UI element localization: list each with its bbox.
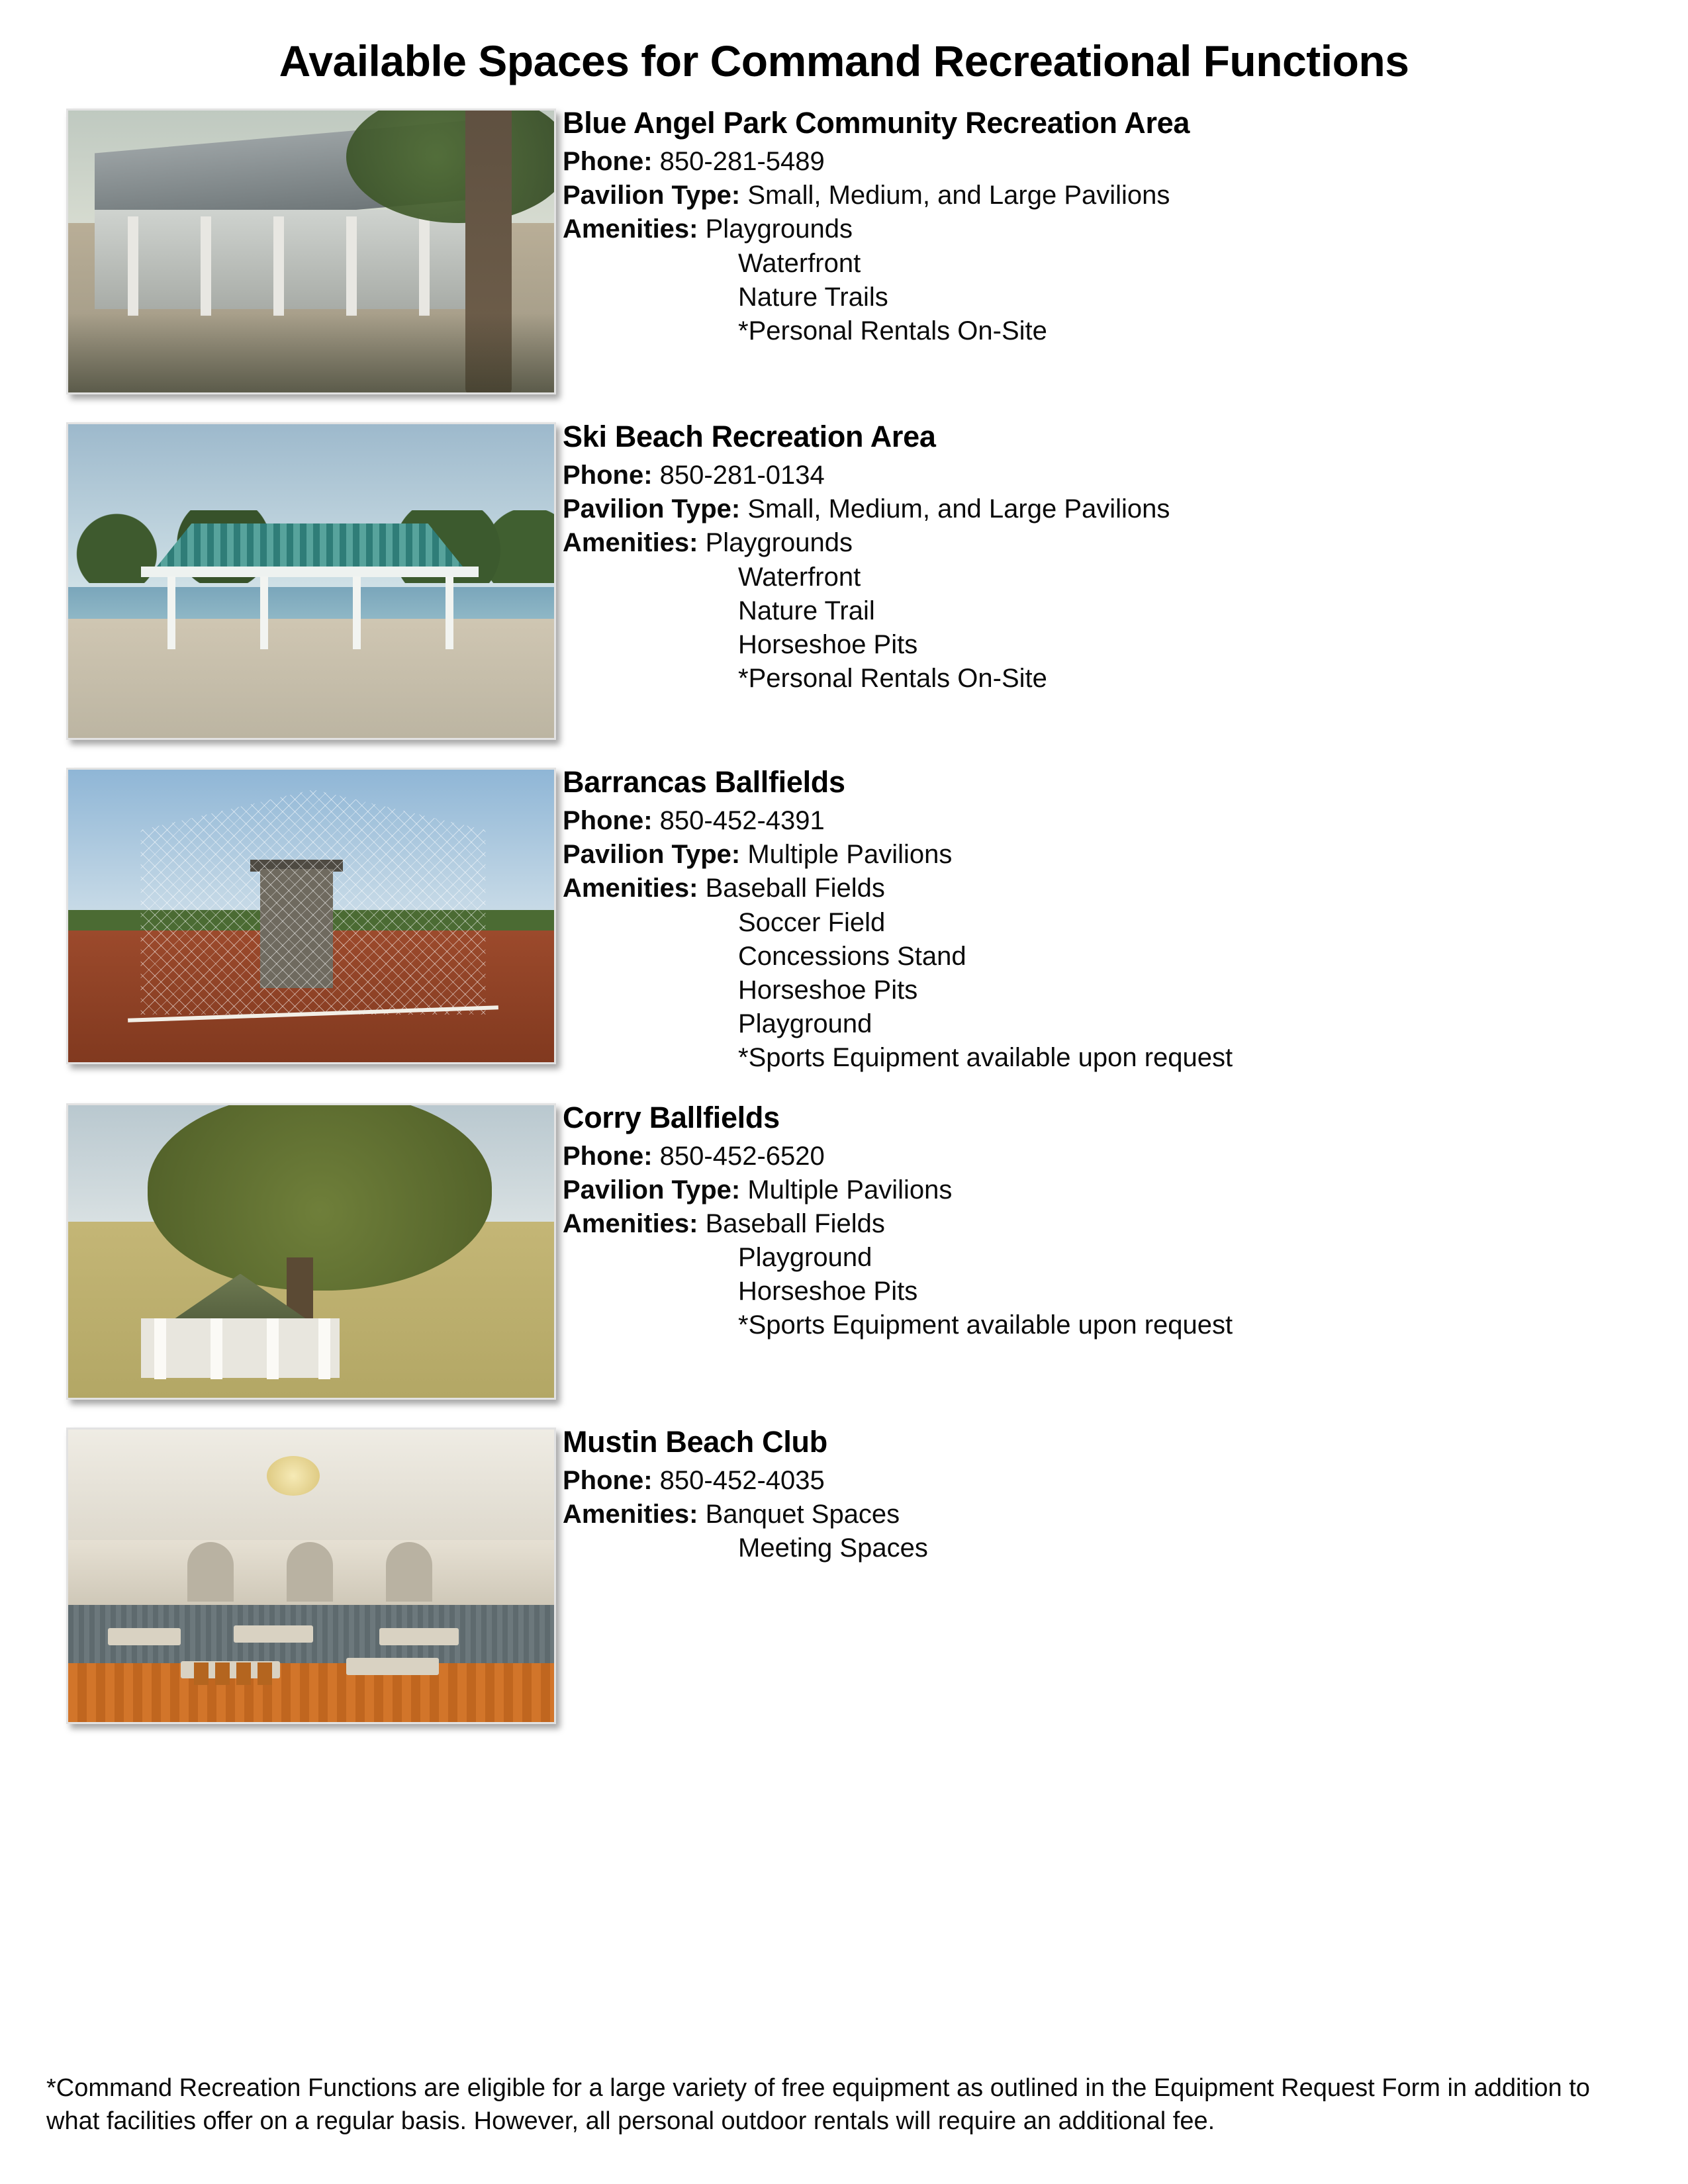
amenity-item: *Sports Equipment available upon request bbox=[738, 1310, 1233, 1340]
amenity-item: Horseshoe Pits bbox=[738, 1277, 918, 1306]
facility-name: Ski Beach Recreation Area bbox=[563, 420, 936, 453]
photo-container bbox=[46, 762, 556, 1064]
amenity-first: Baseball Fields bbox=[705, 1208, 885, 1238]
amenity-item: Nature Trails bbox=[738, 282, 888, 312]
phone-line bbox=[563, 804, 1642, 838]
pavilion-type-value: Multiple Pavilions bbox=[747, 840, 953, 870]
barrancas-ballfield-photo bbox=[66, 768, 556, 1064]
pavilion-type-label: Pavilion Type: bbox=[563, 1175, 741, 1205]
phone-line bbox=[563, 1464, 1642, 1498]
phone-value: 850-452-6520 bbox=[659, 1141, 825, 1171]
pavilion-type-label: Pavilion Type: bbox=[563, 840, 741, 870]
phone-value: 850-281-0134 bbox=[659, 461, 825, 490]
amenities-line bbox=[563, 872, 1642, 905]
amenity-item: Waterfront bbox=[738, 562, 861, 592]
facility-name: Blue Angel Park Community Recreation Area bbox=[563, 106, 1190, 140]
pavilion-type-value: Small, Medium, and Large Pavilions bbox=[747, 494, 1170, 524]
phone-label: Phone: bbox=[563, 1141, 653, 1171]
amenity-item: *Personal Rentals On-Site bbox=[738, 316, 1047, 345]
phone-line bbox=[563, 1140, 1642, 1173]
amenity-item: Playground bbox=[738, 1243, 872, 1273]
amenity-item: Soccer Field bbox=[738, 907, 886, 937]
pavilion-type-line bbox=[563, 1173, 1642, 1207]
photo-container bbox=[46, 103, 556, 394]
facility-name: Barrancas Ballfields bbox=[563, 765, 845, 799]
corry-ballfield-pavilion-photo bbox=[66, 1103, 556, 1400]
list-item bbox=[46, 762, 1642, 1075]
amenity-item: Playground bbox=[738, 1009, 872, 1039]
amenities-line bbox=[563, 526, 1642, 560]
amenity-item: Concessions Stand bbox=[738, 941, 966, 971]
amenity-first: Baseball Fields bbox=[705, 874, 885, 903]
amenity-item: Horseshoe Pits bbox=[738, 975, 918, 1005]
amenities-line bbox=[563, 1498, 1642, 1531]
facility-details bbox=[556, 762, 1642, 1075]
amenities-label: Amenities: bbox=[563, 874, 698, 903]
amenities-label: Amenities: bbox=[563, 1499, 698, 1529]
phone-value: 850-281-5489 bbox=[659, 147, 825, 176]
amenities-line bbox=[563, 212, 1642, 246]
phone-line bbox=[563, 145, 1642, 179]
amenity-item: Nature Trail bbox=[738, 596, 875, 625]
amenities-line bbox=[563, 1207, 1642, 1241]
facility-details bbox=[556, 417, 1642, 696]
amenity-item: Horseshoe Pits bbox=[738, 629, 918, 659]
page-title: Available Spaces for Command Recreational Functions bbox=[279, 36, 1409, 85]
blue-angel-park-pavilion-photo bbox=[66, 109, 556, 394]
phone-line bbox=[563, 459, 1642, 492]
list-item bbox=[46, 417, 1642, 740]
amenity-item: *Sports Equipment available upon request bbox=[738, 1043, 1233, 1073]
footnote: *Command Recreation Functions are eligible for a large variety of free equipment as outlined in the Equipment Request Form in addition to what facilities offer on a regular basis. However, all personal outdoor rentals will require an additional fee. bbox=[46, 2073, 1590, 2135]
pavilion-type-line bbox=[563, 838, 1642, 872]
amenity-first: Playgrounds bbox=[705, 528, 853, 558]
facility-list bbox=[46, 103, 1642, 1724]
facility-details bbox=[556, 1422, 1642, 1566]
amenities-label: Amenities: bbox=[563, 528, 698, 558]
pavilion-type-label: Pavilion Type: bbox=[563, 181, 741, 210]
amenity-item: Meeting Spaces bbox=[738, 1533, 928, 1563]
pavilion-type-value: Small, Medium, and Large Pavilions bbox=[747, 181, 1170, 210]
pavilion-type-label: Pavilion Type: bbox=[563, 494, 741, 524]
amenity-item: *Personal Rentals On-Site bbox=[738, 664, 1047, 694]
phone-label: Phone: bbox=[563, 461, 653, 490]
photo-container bbox=[46, 417, 556, 740]
photo-container bbox=[46, 1098, 556, 1400]
amenity-first: Banquet Spaces bbox=[705, 1499, 900, 1529]
facility-details bbox=[556, 1098, 1642, 1343]
amenities-label: Amenities: bbox=[563, 214, 698, 244]
phone-value: 850-452-4035 bbox=[659, 1465, 825, 1495]
amenities-label: Amenities: bbox=[563, 1208, 698, 1238]
phone-label: Phone: bbox=[563, 806, 653, 835]
phone-label: Phone: bbox=[563, 147, 653, 176]
list-item bbox=[46, 1098, 1642, 1400]
list-item bbox=[46, 1422, 1642, 1724]
phone-label: Phone: bbox=[563, 1465, 653, 1495]
photo-container bbox=[46, 1422, 556, 1724]
facility-details bbox=[556, 103, 1642, 348]
facility-name: Corry Ballfields bbox=[563, 1100, 780, 1134]
pavilion-type-line bbox=[563, 492, 1642, 526]
list-item bbox=[46, 103, 1642, 394]
phone-value: 850-452-4391 bbox=[659, 806, 825, 835]
amenity-first: Playgrounds bbox=[705, 214, 853, 244]
mustin-beach-club-interior-photo bbox=[66, 1428, 556, 1724]
ski-beach-pavilion-photo bbox=[66, 422, 556, 740]
amenity-item: Waterfront bbox=[738, 248, 861, 278]
pavilion-type-line bbox=[563, 179, 1642, 212]
pavilion-type-value: Multiple Pavilions bbox=[747, 1175, 953, 1205]
facility-name: Mustin Beach Club bbox=[563, 1424, 827, 1459]
